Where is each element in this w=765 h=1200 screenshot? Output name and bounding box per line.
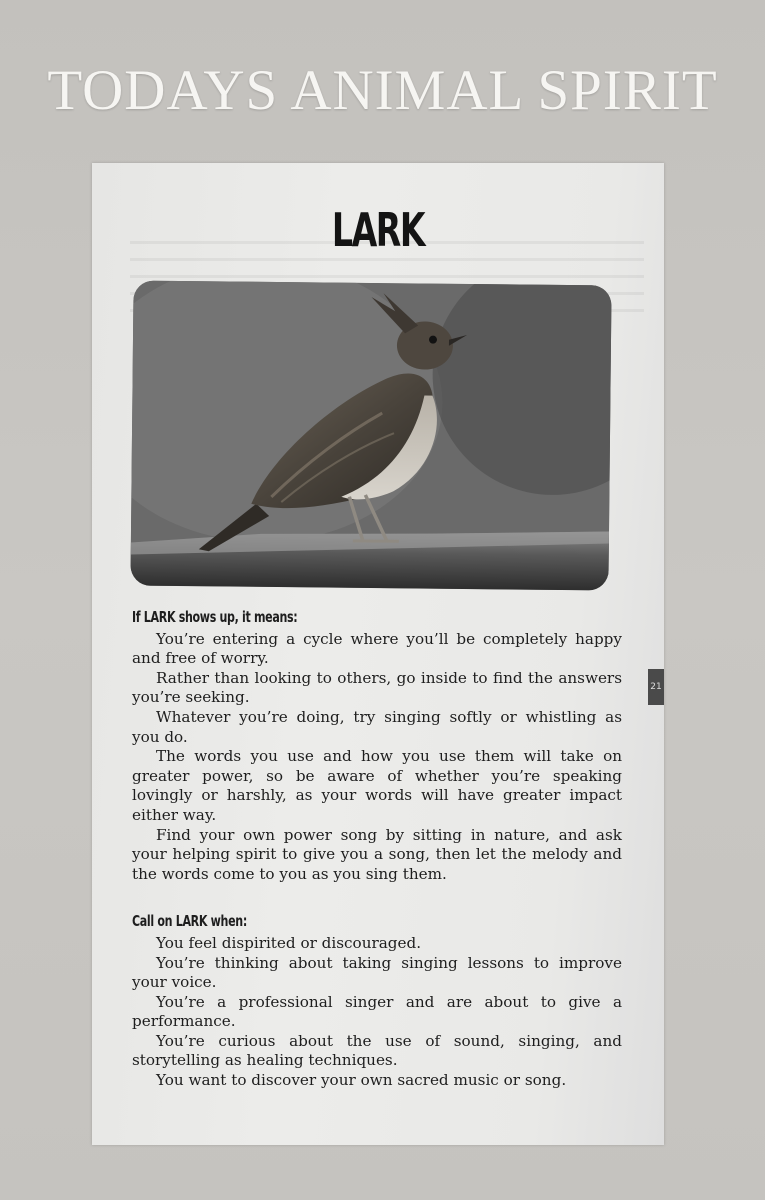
- body-paragraph: You’re thinking about taking singing lessons to improve your voice.: [132, 953, 622, 992]
- body-paragraph: You feel dispirited or discouraged.: [156, 933, 422, 952]
- body-paragraph: You want to discover your own sacred music or song.: [156, 1071, 567, 1090]
- page-heading: LARK: [331, 203, 425, 257]
- lark-bird-photo: [130, 281, 611, 591]
- body-paragraph: Whatever you’re doing, try singing softly or whistling as you do.: [132, 707, 622, 746]
- body-paragraph: Rather than looking to others, go inside to find the answers you’re seeking.: [132, 668, 622, 707]
- body-paragraph: You’re a professional singer and are about to give a performance.: [132, 992, 622, 1031]
- body-paragraph: You’re curious about the use of sound, singing, and storytelling as healing techniques.: [132, 1031, 622, 1070]
- page-number-tab: 21: [648, 669, 664, 705]
- section-heading: Call on LARK when:: [132, 912, 247, 931]
- body-paragraph: You’re entering a cycle where you’ll be completely happy and free of worry.: [132, 629, 622, 668]
- book-page: [92, 163, 664, 1145]
- body-paragraph: The words you use and how you use them will take on greater power, so be aware of whether you’re speaking lovingly or harshly, as your words will have greater impact either way.: [132, 747, 622, 824]
- section-heading: If LARK shows up, it means:: [132, 608, 298, 626]
- story-title: TODAYS ANIMAL SPIRIT: [47, 59, 718, 122]
- body-paragraph: Find your own power song by sitting in nature, and ask your helping spirit to give you a song, then let the melody and the words come to you as you sing them.: [132, 825, 622, 883]
- page-body: [132, 608, 622, 1091]
